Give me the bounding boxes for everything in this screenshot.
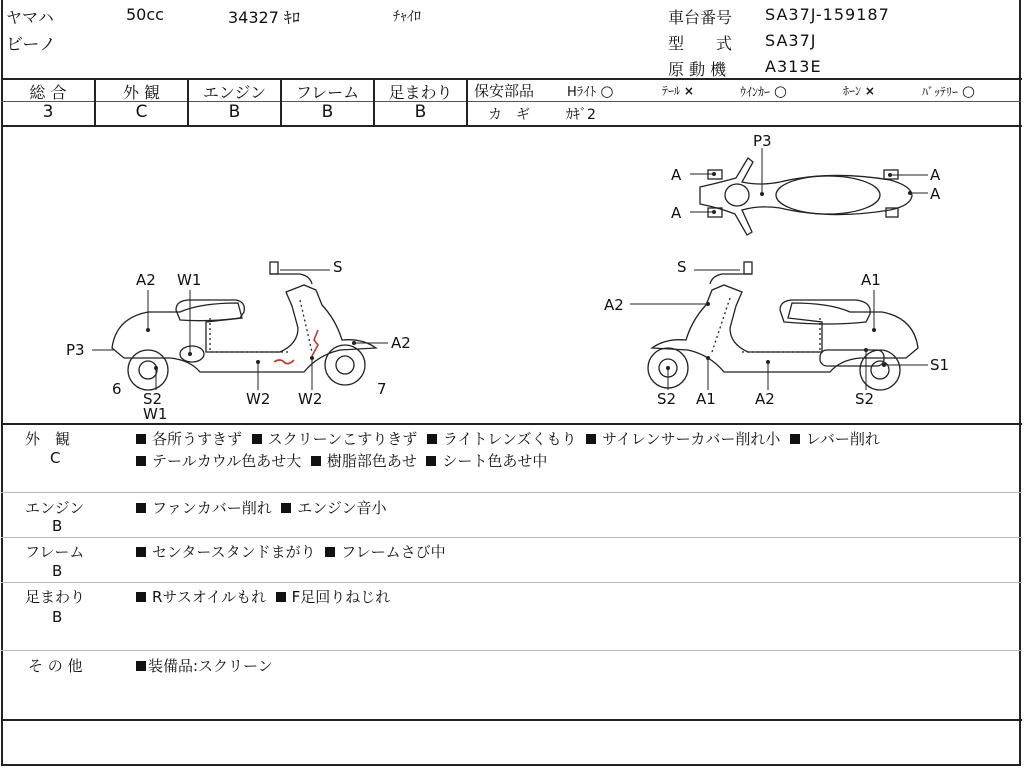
remark-grade-exterior: C [50, 449, 61, 467]
square-bullet-icon [426, 456, 436, 466]
key-value: ｶｷﾞ2 [566, 107, 596, 123]
circle-mark-icon: ○ [961, 82, 975, 100]
safety-winker-label: ｳｲﾝｶｰ [740, 85, 771, 99]
label-s-left: S [333, 258, 343, 276]
label-s2-right-2: S2 [855, 390, 875, 408]
key-label: カ ギ [488, 107, 530, 123]
safety-headlight-label: Hﾗｲﾄ [567, 85, 597, 100]
cross-mark-icon: × [864, 84, 875, 98]
divider [1, 582, 1022, 583]
remark-item: フレームさび中 [341, 543, 446, 561]
square-bullet-icon [136, 661, 146, 671]
label-s2-right: S2 [657, 390, 677, 408]
remark-item: F足回りねじれ [291, 588, 391, 606]
grade-frame: B [321, 102, 334, 122]
remark-grade-suspension: B [52, 608, 63, 626]
square-bullet-icon [276, 592, 286, 602]
safety-battery-label: ﾊﾞｯﾃﾘｰ [922, 85, 959, 99]
label-p3-left: P3 [66, 341, 85, 359]
grade-suspension: B [414, 102, 427, 122]
divider [1, 719, 1022, 721]
engine-label: 原 動 機 [668, 60, 727, 79]
label-s1-right: S1 [930, 356, 950, 374]
grade-exterior: C [135, 102, 148, 122]
label-p3-top: P3 [753, 132, 772, 150]
square-bullet-icon [281, 503, 291, 513]
displacement: 50cc [126, 5, 164, 24]
square-bullet-icon [136, 456, 146, 466]
remark-title-exterior: 外 観 [25, 430, 71, 448]
label-7: 7 [377, 380, 387, 398]
type-label: 型 式 [668, 34, 733, 53]
square-bullet-icon [325, 547, 335, 557]
engine-value: A313E [765, 57, 822, 76]
remark-item: 装備品:スクリーン [148, 657, 273, 675]
square-bullet-icon [427, 434, 437, 444]
circle-mark-icon: ○ [600, 82, 614, 100]
remark-item: エンジン音小 [297, 499, 387, 517]
square-bullet-icon [136, 547, 146, 557]
label-a2-right-2: A2 [755, 390, 775, 408]
cross-mark-icon: × [683, 84, 694, 98]
grade-engine: B [228, 102, 241, 122]
grade-header-suspension: 足まわり [388, 83, 453, 102]
grade-header-total: 総 合 [29, 83, 67, 102]
safety-tail-label: ﾃｰﾙ [662, 84, 681, 98]
label-a1-right: A1 [861, 271, 881, 289]
safety-item-battery [922, 82, 975, 100]
square-bullet-icon [136, 434, 146, 444]
remark-item: 各所うすきず [152, 430, 243, 448]
divider [1, 423, 1022, 425]
grade-total: 3 [42, 102, 54, 122]
remark-item: サイレンサーカバー削れ小 [602, 430, 781, 448]
safety-item-tail [662, 82, 694, 99]
safety-item-horn [843, 82, 875, 99]
remark-title-suspension: 足まわり [25, 588, 86, 606]
remark-line [136, 497, 387, 518]
grade-header-engine: エンジン [202, 83, 267, 102]
model-name: ビーノ [6, 35, 56, 55]
label-w1-left-2: W1 [143, 405, 168, 423]
label-a-top-3: A [930, 166, 941, 184]
label-a1-right-2: A1 [696, 390, 716, 408]
remark-title-frame: フレーム [25, 543, 85, 561]
mileage: 34327 ｷﾛ [228, 8, 300, 27]
remark-item: ファンカバー削れ [152, 499, 272, 517]
label-a2-left: A2 [136, 271, 156, 289]
maker: ヤマハ [6, 8, 54, 27]
grade-header-exterior: 外 観 [122, 83, 161, 102]
square-bullet-icon [136, 592, 146, 602]
label-a2-left-2: A2 [391, 334, 411, 352]
square-bullet-icon [790, 434, 800, 444]
divider [466, 78, 468, 126]
remark-item: センタースタンドまがり [152, 543, 316, 561]
frame-no-label: 車台番号 [668, 8, 733, 27]
type-value: SA37J [765, 31, 817, 50]
remark-line [136, 428, 880, 449]
square-bullet-icon [311, 456, 321, 466]
remark-item: ライトレンズくもり [442, 430, 577, 448]
remark-item: テールカウル色あせ大 [152, 452, 302, 470]
remark-title-engine: エンジン [25, 499, 85, 517]
remark-line [136, 655, 273, 676]
frame-no: SA37J-159187 [765, 5, 890, 24]
safety-item-winker [740, 82, 787, 100]
label-a-top-4: A [930, 185, 941, 203]
square-bullet-icon [252, 434, 262, 444]
safety-horn-label: ﾎｰﾝ [843, 84, 862, 98]
safety-title: 保安部品 [474, 82, 535, 100]
label-s2-left: S2 [143, 390, 163, 408]
divider [1, 650, 1022, 651]
color: ﾁｬｲﾛ [393, 9, 421, 25]
label-s-right: S [677, 258, 687, 276]
remark-line [136, 450, 547, 471]
label-w1-left: W1 [177, 271, 202, 289]
remark-item: レバー削れ [805, 430, 880, 448]
label-w2-left-2: W2 [298, 390, 323, 408]
label-6: 6 [112, 380, 122, 398]
remark-grade-frame: B [52, 562, 63, 580]
divider [1, 492, 1022, 493]
remark-grade-engine: B [52, 517, 63, 535]
safety-item-headlight [567, 81, 614, 100]
divider [1, 537, 1022, 538]
remark-item: Rサスオイルもれ [152, 588, 267, 606]
scooter-top-view [700, 158, 912, 235]
remark-line [136, 586, 390, 607]
remark-item: 樹脂部色あせ [326, 452, 417, 470]
grade-header-frame: フレーム [295, 83, 360, 102]
remark-title-other: そ の 他 [28, 657, 83, 675]
circle-mark-icon: ○ [773, 82, 787, 100]
square-bullet-icon [586, 434, 596, 444]
label-w2-left-1: W2 [246, 390, 271, 408]
square-bullet-icon [136, 503, 146, 513]
remark-line [136, 541, 446, 562]
label-a-top-1: A [671, 166, 682, 184]
remark-item: スクリーンこすりきず [267, 430, 418, 448]
remark-item: シート色あせ中 [442, 452, 548, 470]
label-a2-right: A2 [604, 296, 624, 314]
label-a-top-2: A [671, 204, 682, 222]
